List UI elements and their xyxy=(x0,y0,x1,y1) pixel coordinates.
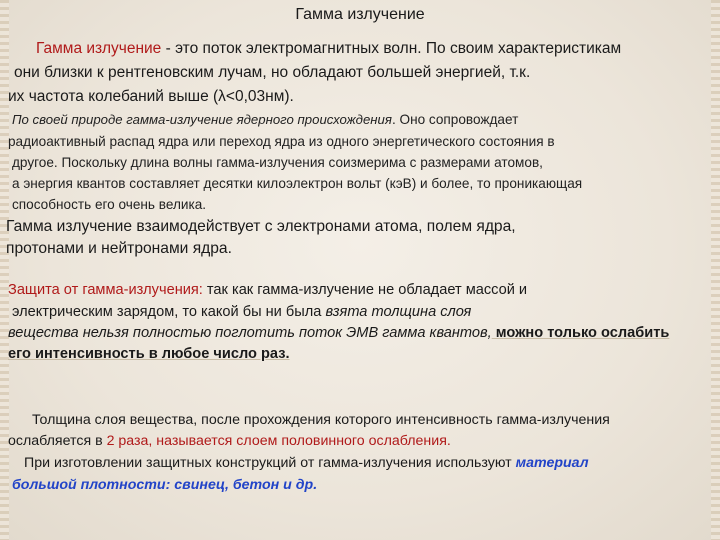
para2-line5: способность его очень велика. xyxy=(12,197,207,212)
para3-line1 xyxy=(8,282,527,298)
para1-line1 xyxy=(36,40,621,58)
para2-line1 xyxy=(12,112,518,127)
para2-line1-rest: . Оно сопровождает xyxy=(391,112,519,127)
para3-line2 xyxy=(12,304,471,320)
para2b-line2: протонами и нейтронами ядра. xyxy=(6,240,232,257)
para2-italic: По своей природе гамма-излучение ядерного происхождения xyxy=(12,112,392,127)
para4-line3-start: При изготовлении защитных конструкций от гамма-излучения используют xyxy=(24,455,516,471)
para4-line2 xyxy=(8,433,451,449)
para3-line3 xyxy=(8,325,669,341)
slide-title: Гамма излучение xyxy=(295,6,425,23)
para4-line3 xyxy=(24,455,589,471)
para4-line2-start: ослабляется в xyxy=(8,433,107,449)
para1-line2: они близки к рентгеновским лучам, но обладают большей энергией, т.к. xyxy=(14,64,531,81)
para1-term: Гамма излучение xyxy=(36,40,162,57)
protection-label: Защита от гамма-излучения: xyxy=(8,282,203,298)
para1-line3: их частота колебаний выше (λ<0,03нм). xyxy=(8,88,294,105)
para3-line2-italic: взята толщина слоя xyxy=(325,304,472,320)
right-decorative-border xyxy=(711,0,720,540)
left-decorative-border xyxy=(0,0,9,540)
para3-line3-italic: вещества нельзя полностью поглотить поток ЭМВ гамма квантов, xyxy=(8,325,492,341)
para4-line4: большой плотности: свинец, бетон и др. xyxy=(12,477,318,493)
para3-line2-start: электрическим зарядом, то какой бы ни была xyxy=(12,304,326,320)
para3-line3-bold: можно только ослабить xyxy=(491,325,670,341)
para3-line4: его интенсивность в любое число раз. xyxy=(8,346,290,362)
half-value-layer-definition: 2 раза, называется слоем половинного ослабления. xyxy=(106,433,451,449)
para1-line1-rest: - это поток электромагнитных волн. По своим характеристикам xyxy=(161,40,622,57)
para2-line2: радиоактивный распад ядра или переход ядра из одного энергетического состояния в xyxy=(8,134,555,149)
para2b-line1: Гамма излучение взаимодействует с электронами атома, полем ядра, xyxy=(6,218,516,235)
para3-line1-rest: так как гамма-излучение не обладает массой и xyxy=(202,282,528,298)
para4-line3-blue: материал xyxy=(515,455,589,471)
para2-line3: другое. Поскольку длина волны гамма-излучения соизмерима с размерами атомов, xyxy=(12,155,543,170)
para4-line1: Толщина слоя вещества, после прохождения которого интенсивность гамма-излучения xyxy=(32,412,610,428)
para2-line4: а энергия квантов составляет десятки килоэлектрон вольт (кэВ) и более, то проникающая xyxy=(12,176,583,191)
